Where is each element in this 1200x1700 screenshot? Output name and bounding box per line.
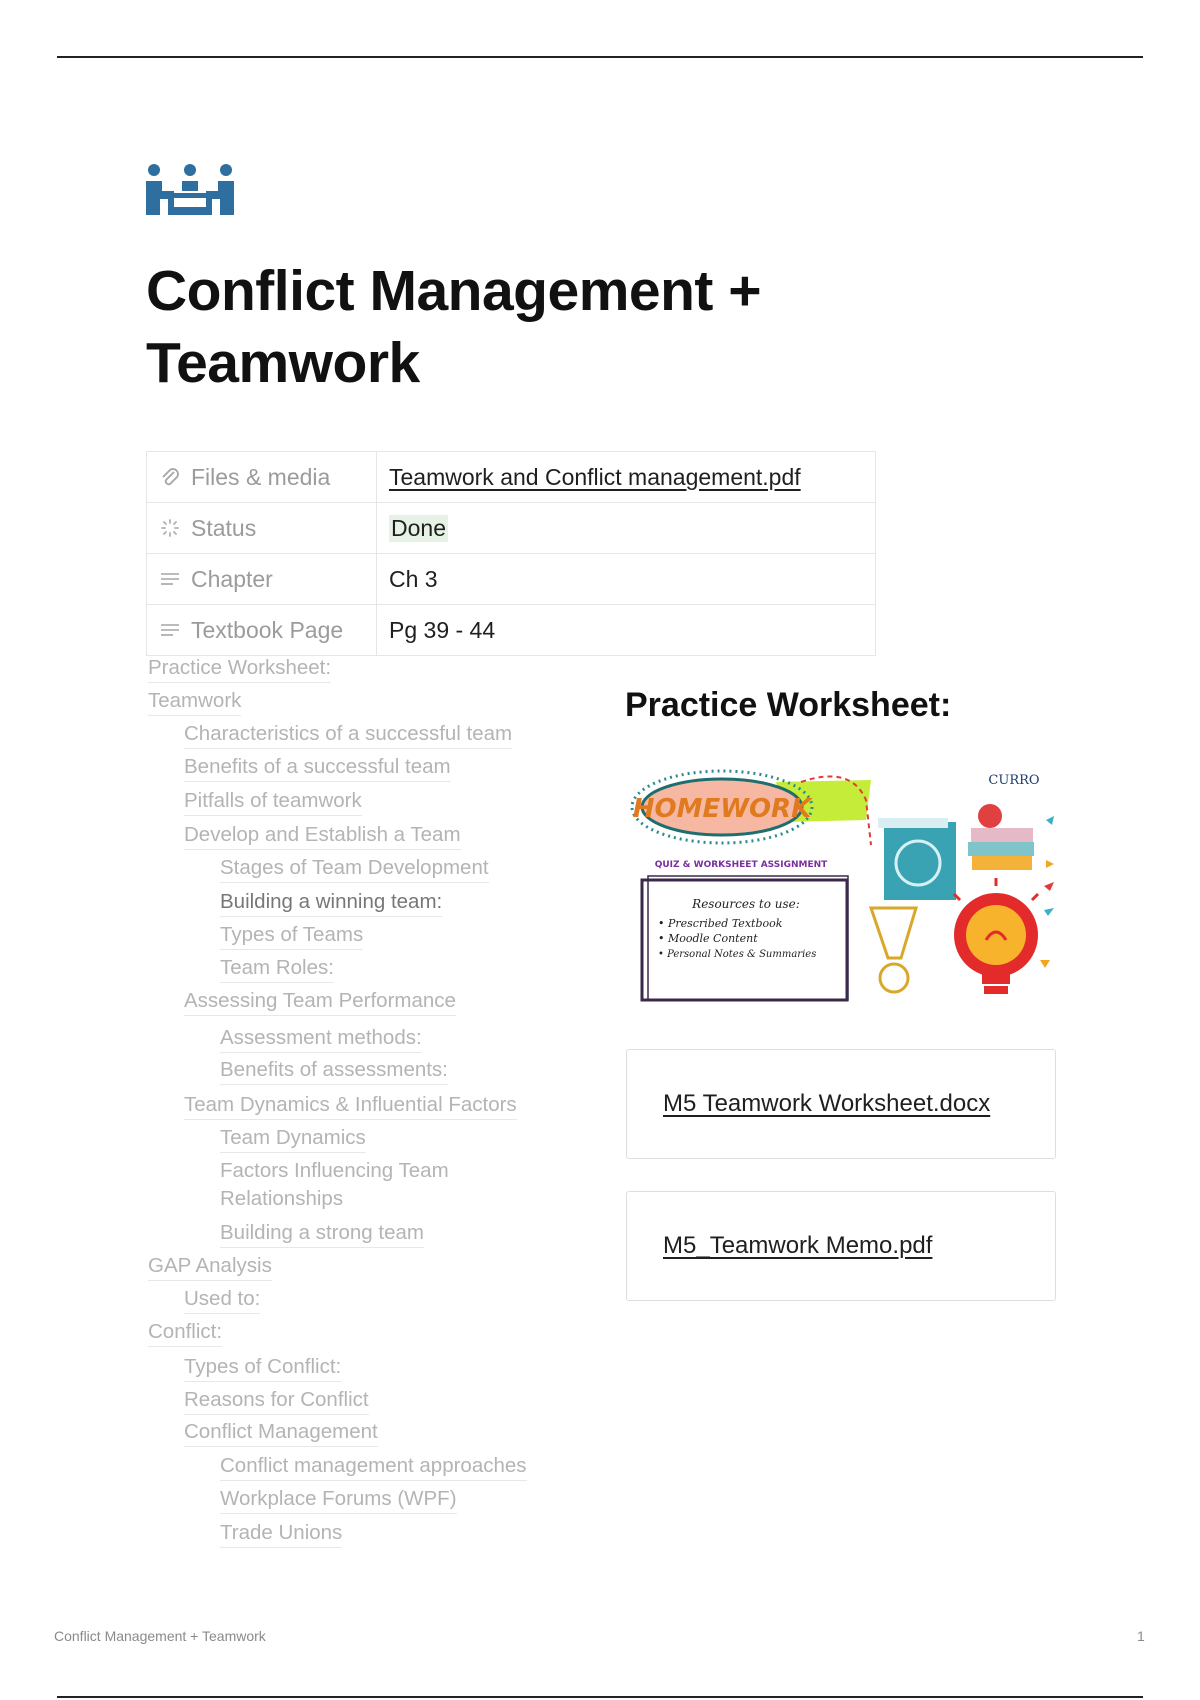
property-label (147, 554, 377, 604)
team-icon (144, 163, 236, 215)
homework-banner-text: HOMEWORK (632, 794, 812, 824)
paperclip-icon (159, 466, 181, 488)
property-label-text: Textbook Page (191, 616, 344, 643)
properties-table (146, 451, 876, 656)
property-row (147, 605, 875, 655)
status-spinner-icon (159, 517, 181, 539)
toc-item[interactable]: Pitfalls of teamwork (184, 788, 362, 816)
toc-item[interactable]: Conflict management approaches (220, 1453, 527, 1481)
file-card-memo[interactable] (626, 1191, 1056, 1301)
toc-item[interactable]: Benefits of a successful team (184, 754, 451, 782)
property-value (377, 503, 875, 553)
text-lines-icon (159, 568, 181, 590)
chapter-value[interactable]: Ch 3 (389, 565, 438, 592)
property-row (147, 503, 875, 554)
toc-item[interactable]: Assessing Team Performance (184, 988, 456, 1016)
toc-item[interactable]: Conflict: (148, 1319, 222, 1347)
property-label-text: Files & media (191, 463, 331, 490)
text-lines-icon (159, 619, 181, 641)
property-label (147, 452, 377, 502)
toc-item[interactable]: Assessment methods: (220, 1025, 422, 1053)
homework-subtitle: QUIZ & WORKSHEET ASSIGNMENT (654, 860, 828, 870)
property-value (377, 452, 875, 502)
worksheet-file-link[interactable]: M5 Teamwork Worksheet.docx (663, 1090, 991, 1117)
toc-item[interactable]: Used to: (184, 1286, 260, 1314)
file-card-worksheet[interactable] (626, 1049, 1056, 1159)
footer-title: Conflict Management + Teamwork (54, 1628, 266, 1644)
resources-title: Resources to use: (692, 897, 800, 911)
toc-item[interactable]: Building a strong team (220, 1220, 424, 1248)
homework-illustration (626, 760, 1056, 1014)
toc-item[interactable]: Characteristics of a successful team (184, 721, 512, 749)
toc-item[interactable]: Types of Teams (220, 922, 363, 950)
attached-file-link[interactable]: Teamwork and Conflict management.pdf (389, 463, 801, 490)
property-label (147, 605, 377, 655)
toc-item[interactable]: Factors Influencing Team Relationships (220, 1159, 449, 1210)
toc-item[interactable]: Stages of Team Development (220, 855, 489, 883)
property-label-text: Chapter (191, 565, 273, 592)
toc-item[interactable]: Trade Unions (220, 1520, 342, 1548)
toc-item[interactable]: Conflict Management (184, 1419, 378, 1447)
toc-item[interactable]: Team Roles: (220, 955, 334, 983)
toc-item[interactable]: Reasons for Conflict (184, 1387, 369, 1415)
toc-item[interactable]: GAP Analysis (148, 1253, 272, 1281)
resource-item: • Prescribed Textbook (658, 917, 783, 930)
property-value (377, 605, 875, 655)
status-badge[interactable]: Done (391, 514, 446, 541)
toc-item[interactable]: Benefits of assessments: (220, 1057, 448, 1085)
toc-item[interactable]: Types of Conflict: (184, 1354, 341, 1382)
property-label (147, 503, 377, 553)
resource-item: • Moodle Content (658, 932, 758, 945)
toc-item[interactable]: Workplace Forums (WPF) (220, 1486, 457, 1514)
property-value (377, 554, 875, 604)
toc-item[interactable]: Teamwork (148, 688, 241, 716)
toc-item[interactable]: Team Dynamics & Influential Factors (184, 1092, 517, 1120)
property-row (147, 554, 875, 605)
top-rule (57, 56, 1143, 58)
memo-file-link[interactable]: M5_Teamwork Memo.pdf (663, 1232, 933, 1259)
page-title: Conflict Management + Teamwork (146, 259, 761, 395)
resource-item: • Personal Notes & Summaries (658, 949, 817, 960)
brand-logo-text: CURRO (988, 773, 1040, 788)
practice-worksheet-heading: Practice Worksheet: (625, 686, 952, 724)
toc-item[interactable]: Develop and Establish a Team (184, 822, 461, 850)
toc-item[interactable]: Practice Worksheet: (148, 655, 331, 683)
footer-page-number: 1 (1137, 1628, 1145, 1644)
bottom-rule (57, 1696, 1143, 1698)
textbook-page-value[interactable]: Pg 39 - 44 (389, 616, 496, 643)
property-row (147, 452, 875, 503)
toc-item-active[interactable]: Building a winning team: (220, 889, 442, 917)
toc-item[interactable]: Team Dynamics (220, 1125, 366, 1153)
property-label-text: Status (191, 514, 257, 541)
